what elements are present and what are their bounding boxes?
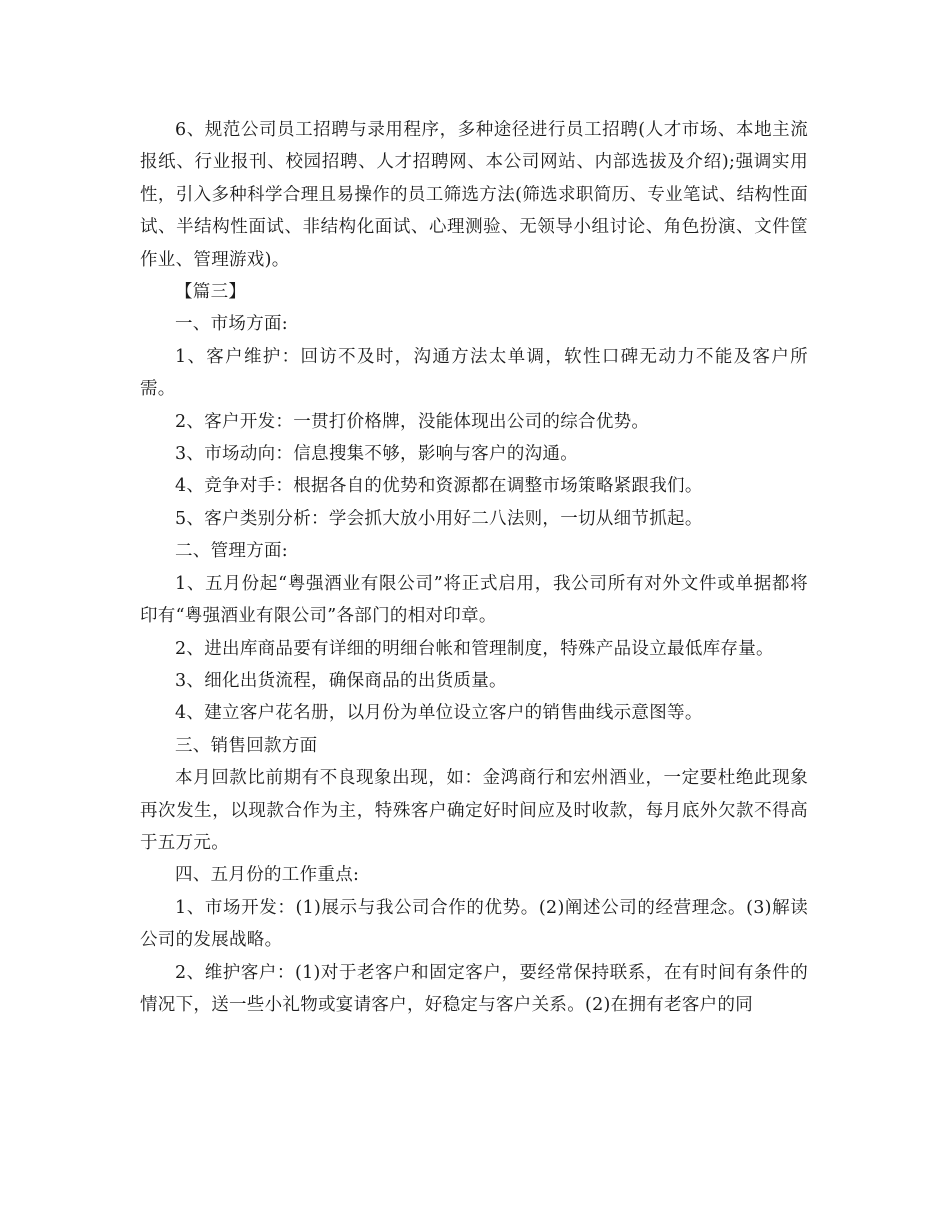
paragraph-customer-roster: 4、建立客户花名册，以月份为单位设立客户的销售曲线示意图等。 (175, 703, 703, 724)
paragraph-maintain-customers: 2、维护客户：(1)对于老客户和固定客户，要经常保持联系，在有时间有条件的情况下，送一些小礼物或宴请客户，好稳定与客户关系。(2)在拥有老客户的同 (140, 962, 808, 1015)
document-body (140, 114, 808, 1021)
paragraph-company-seal: 1、五月份起“粤强酒业有限公司”将正式启用，我公司所有对外文件或单据都将印有“粤强酒业有限公司”各部门的相对印章。 (140, 573, 808, 627)
heading-market: 一、市场方面: (175, 314, 288, 335)
heading-management: 二、管理方面: (175, 541, 288, 562)
heading-may-priorities: 四、五月份的工作重点: (175, 865, 360, 886)
heading-sales-collection: 三、销售回款方面 (175, 735, 318, 756)
paragraph-shipping: 3、细化出货流程，确保商品的出货质量。 (175, 670, 507, 691)
paragraph-customer-maintenance: 1、客户维护：回访不及时，沟通方法太单调，软性口碑无动力不能及客户所需。 (140, 346, 808, 400)
paragraph-collection-issues: 本月回款比前期有不良现象出现，如：金鸿商行和宏州酒业，一定要杜绝此现象再次发生，以现款合作为主，特殊客户确定好时间应及时收款，每月底外欠款不得高于五万元。 (140, 768, 808, 853)
paragraph-customer-analysis: 5、客户类别分析：学会抓大放小用好二八法则，一切从细节抓起。 (175, 508, 703, 529)
paragraph-inventory: 2、进出库商品要有详细的明细台帐和管理制度，特殊产品设立最低库存量。 (175, 638, 774, 659)
paragraph-market-development: 1、市场开发：(1)展示与我公司合作的优势。(2)阐述公司的经营理念。(3)解读公司的发展战略。 (140, 897, 808, 951)
paragraph-competitors: 4、竞争对手：根据各自的优势和资源都在调整市场策略紧跟我们。 (175, 476, 703, 497)
paragraph-customer-development: 2、客户开发：一贯打价格牌，没能体现出公司的综合优势。 (175, 411, 650, 432)
paragraph-market-trends: 3、市场动向：信息搜集不够，影响与客户的沟通。 (175, 444, 579, 465)
paragraph-recruitment: 6、规范公司员工招聘与录用程序，多种途径进行员工招聘(人才市场、本地主流报纸、行业报刊、校园招聘、人才招聘网、本公司网站、内部选拔及介绍);强调实用性，引入多种科学合理且易操作的员工筛选方法(筛选求职简历、专业笔试、结构性面试、半结构性面试、非结构化面试、心理测验、无领导小组讨论、角色扮演、文件筐作业、管理游戏)。 (140, 120, 808, 270)
section-heading-part-three: 【篇三】 (175, 282, 247, 303)
